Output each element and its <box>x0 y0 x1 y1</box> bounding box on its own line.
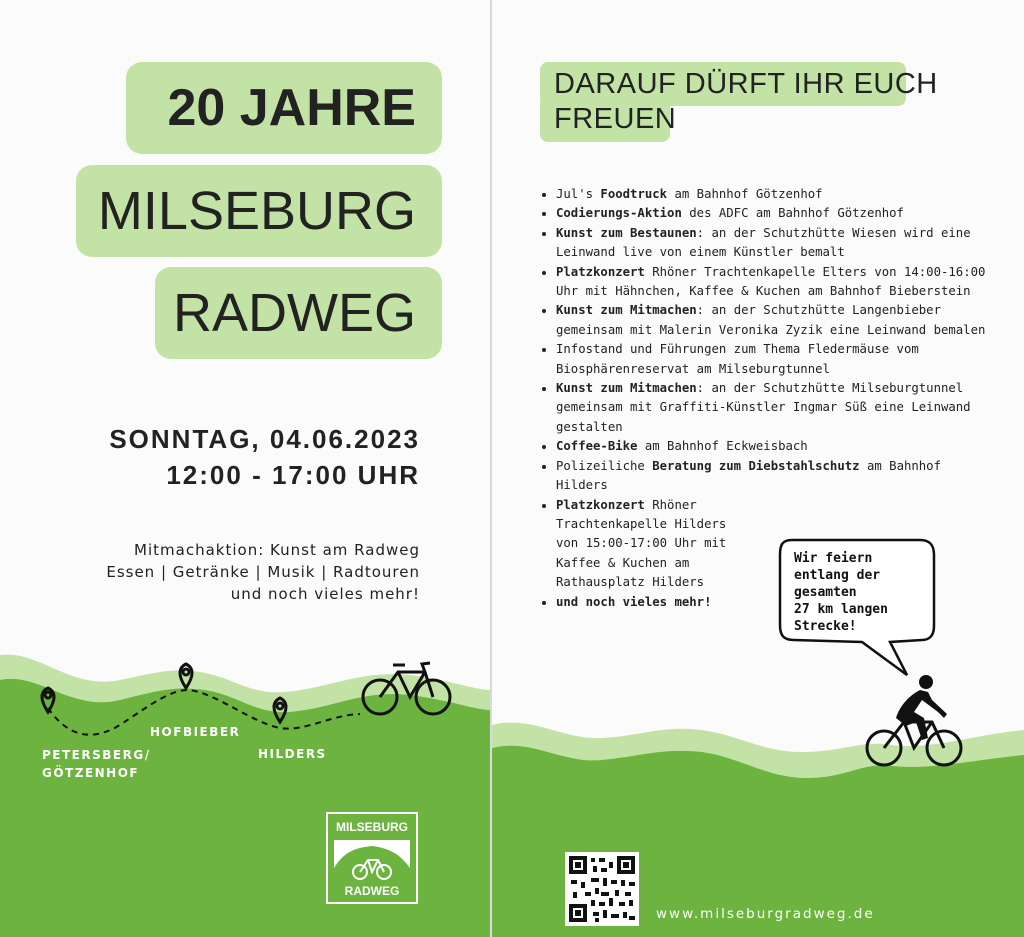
bubble-line: entlang der <box>794 568 881 583</box>
event-highlight: Beratung zum Diebstahlschutz <box>652 458 860 473</box>
event-date: SONNTAG, 04.06.2023 <box>109 424 420 454</box>
event-item <box>556 340 986 379</box>
event-text: des ADFC am Bahnhof Götzenhof <box>681 206 904 221</box>
event-text: Infostand und Führungen zum Thema Fledermäuse vom Biosphärenreservat am Milseburgtunnel <box>556 342 919 376</box>
event-text: : an der Schutzhütte Langenbieber gemeinsam mit Malerin Veronika Zyzik eine Leinwand bemalen <box>556 303 986 337</box>
section-headline: DARAUF DÜRFT IHR EUCH <box>554 68 938 100</box>
event-highlight: Foodtruck <box>600 187 668 201</box>
bubble-line: 27 km langen <box>794 602 888 617</box>
event-highlight: Codierungs-Aktion <box>556 206 682 221</box>
event-item <box>556 496 741 593</box>
logo-mountain <box>334 840 410 882</box>
info-line: Mitmachaktion: Kunst am Radweg <box>134 541 420 559</box>
event-text: am Bahnhof Eckweisbach <box>637 439 808 454</box>
stop-label-hofbieber: HOFBIEBER <box>150 725 241 739</box>
event-highlight: Kunst zum Mitmachen <box>556 381 697 396</box>
section-headline: FREUEN <box>554 103 677 135</box>
bubble-line: gesamten <box>794 585 857 600</box>
event-text: Rhöner Trachtenkapelle Hilders von 15:00-17:00 Uhr mit Kaffee & Kuchen am Rathausplatz Hilders <box>556 497 727 590</box>
qr-code-icon[interactable] <box>565 852 639 926</box>
bubble-line: Strecke! <box>794 619 857 634</box>
event-item <box>556 457 986 496</box>
event-text: : an der Schutzhütte Wiesen wird eine Leinwand live von einem Künstler bemalt <box>556 225 971 260</box>
event-text: : an der Schutzhütte Milseburgtunnel gemeinsam mit Graffiti-Künstler Ingmar Süß eine Leinwand gestalten <box>556 381 971 434</box>
event-item <box>556 204 986 223</box>
event-highlight: Kunst zum Bestaunen <box>556 225 697 240</box>
title-line-2: MILSEBURG <box>76 165 442 257</box>
title-line-1: 20 JAHRE <box>126 62 442 154</box>
stop-label-petersberg <box>42 746 151 782</box>
event-text: am Bahnhof Hilders <box>556 458 941 493</box>
event-highlight: Platzkonzert <box>556 497 645 512</box>
event-text: Jul's <box>556 187 601 201</box>
event-highlight: Kunst zum Mitmachen <box>556 303 697 318</box>
right-panel <box>492 0 1024 937</box>
info-line: und noch vieles mehr! <box>230 585 420 603</box>
event-text: Polizeiliche <box>556 458 653 473</box>
event-highlight: Platzkonzert <box>556 264 645 279</box>
event-highlight: Coffee-Bike <box>556 439 638 454</box>
title-line-3: RADWEG <box>155 267 442 359</box>
info-line: Essen | Getränke | Musik | Radtouren <box>106 563 420 581</box>
event-item <box>556 379 986 437</box>
event-item <box>556 185 986 204</box>
stop-label-hilders: HILDERS <box>258 747 327 761</box>
event-text: Rhöner Trachtenkapelle Elters von 14:00-16:00 Uhr mit Hähnchen, Kaffee & Kuchen am Bahnhof Bieberstein <box>556 264 986 299</box>
bubble-line: Wir feiern <box>794 551 873 566</box>
left-panel <box>0 0 490 937</box>
event-highlight: und noch vieles mehr! <box>556 594 712 609</box>
stop-label-line: PETERSBERG/ <box>42 748 151 762</box>
logo-text-top: MILSEBURG <box>336 820 408 834</box>
bicycle-logo-icon <box>334 840 410 882</box>
event-list <box>536 185 986 612</box>
website-link[interactable]: www.milseburgradweg.de <box>656 906 875 922</box>
milseburg-radweg-logo <box>326 812 418 904</box>
event-item <box>556 263 986 302</box>
event-text: am Bahnhof Götzenhof <box>667 187 823 201</box>
event-time: 12:00 - 17:00 UHR <box>166 460 420 490</box>
event-item <box>556 301 986 340</box>
logo-text-bottom: RADWEG <box>344 884 400 898</box>
speech-bubble-text <box>794 550 924 635</box>
stop-label-line: GÖTZENHOF <box>42 766 140 780</box>
event-item <box>556 224 986 263</box>
event-item <box>556 437 986 456</box>
